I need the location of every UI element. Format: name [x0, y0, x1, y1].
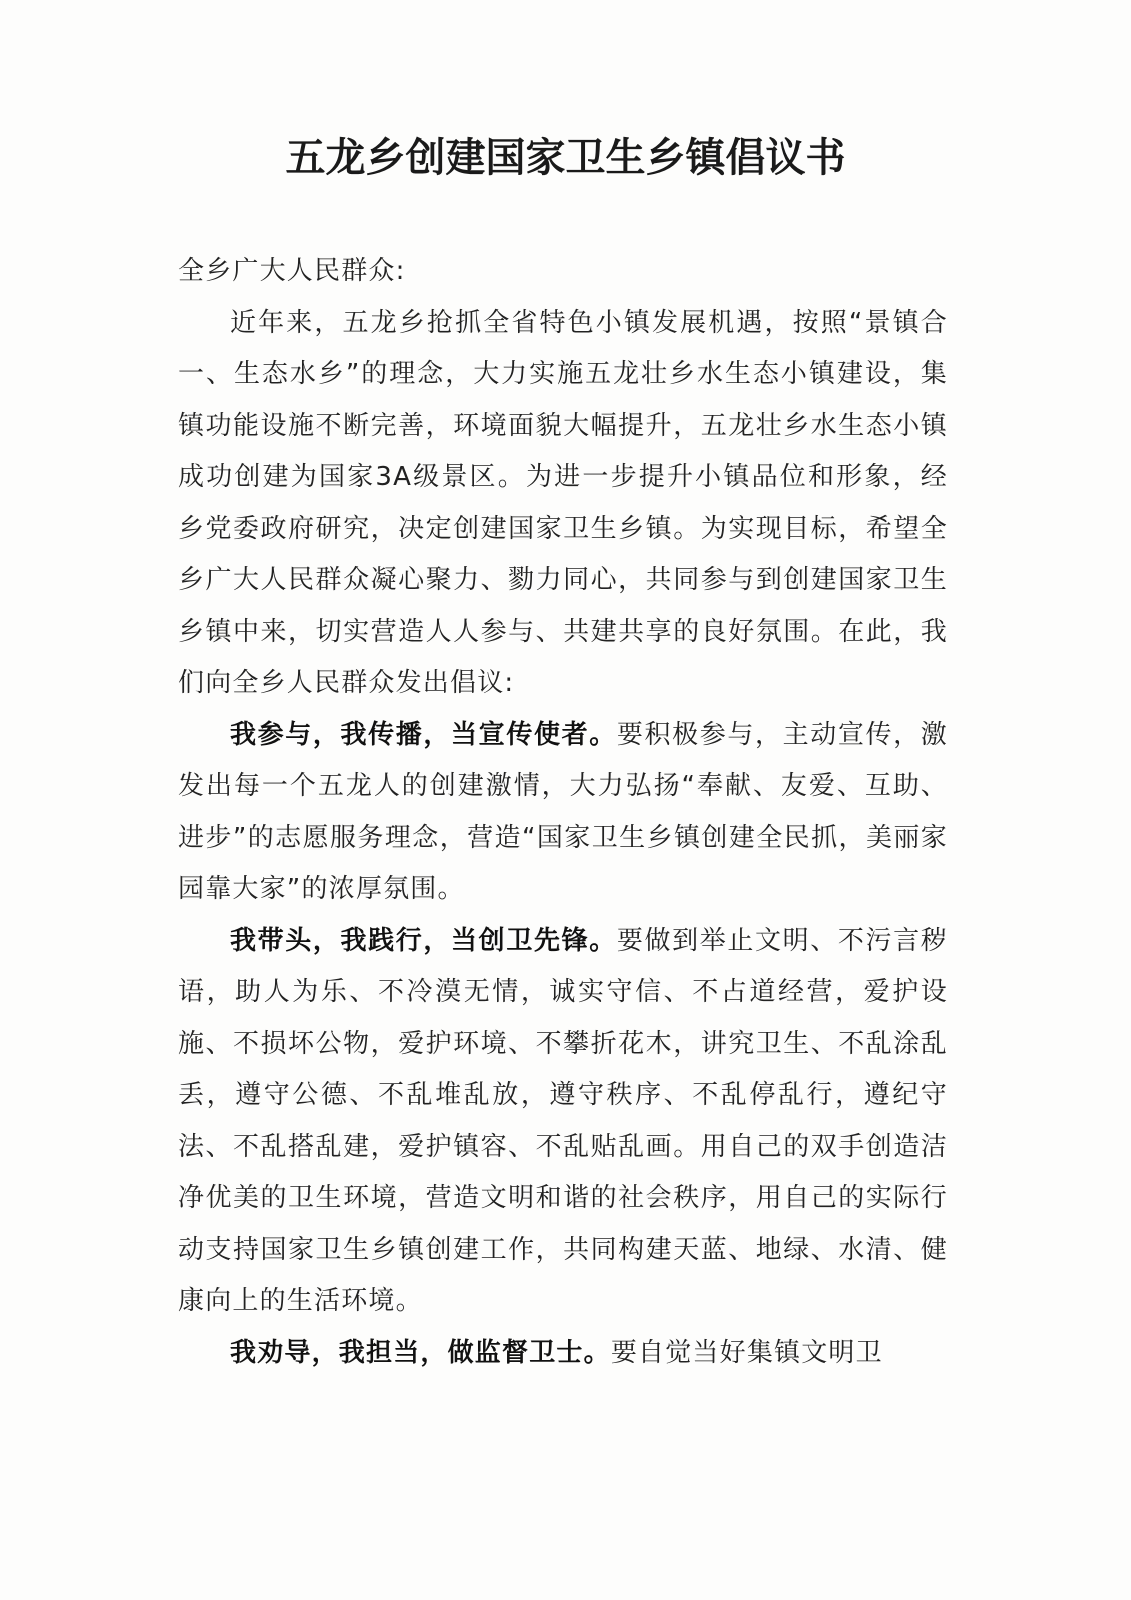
paragraph-supervisor — [178, 1328, 948, 1380]
document-title: 五龙乡创建国家卫生乡镇倡议书 — [285, 134, 846, 181]
paragraph-pioneer-text: 要做到举止文明、不污言秽语，助人为乐、不冷漠无情，诚实守信、不占道经营，爱护设施、不损坏公物，爱护环境、不攀折花木，讲究卫生、不乱涂乱丢，遵守公德、不乱堆乱放，遵守秩序、不乱停乱行，遵纪守法、不乱搭乱建，爱护镇容、不乱贴乱画。用自己的双手创造洁净优美的卫生环境，营造文明和谐的社会秩序，用自己的实际行动支持国家卫生乡镇创建工作，共同构建天蓝、地绿、水清、健康向上的生活环境。 — [178, 925, 948, 1316]
paragraph-supervisor-lead: 我劝导，我担当，做监督卫士。 — [230, 1337, 611, 1368]
document-body — [178, 246, 948, 1379]
paragraph-intro-text: 近年来，五龙乡抢抓全省特色小镇发展机遇，按照“景镇合一、生态水乡”的理念，大力实施五龙壮乡水生态小镇建设，集镇功能设施不断完善，环境面貌大幅提升，五龙壮乡水生态小镇成功创建为国家3A级景区。为进一步提升小镇品位和形象，经乡党委政府研究，决定创建国家卫生乡镇。为实现目标，希望全乡广大人民群众凝心聚力、勠力同心，共同参与到创建国家卫生乡镇中来，切实营造人人参与、共建共享的良好氛围。在此，我们向全乡人民群众发出倡议: — [178, 307, 948, 698]
paragraph-publicity-lead: 我参与，我传播，当宣传使者。 — [230, 719, 617, 750]
paragraph-publicity — [178, 710, 948, 916]
paragraph-supervisor-text: 要自觉当好集镇文明卫 — [610, 1337, 883, 1368]
paragraph-publicity-text: 要积极参与，主动宣传，激发出每一个五龙人的创建激情，大力弘扬“奉献、友爱、互助、进步”的志愿服务理念，营造“国家卫生乡镇创建全民抓，美丽家园靠大家”的浓厚氛围。 — [178, 719, 948, 904]
paragraph-pioneer-lead: 我带头，我践行，当创卫先锋。 — [230, 925, 617, 956]
salutation: 全乡广大人民群众: — [178, 256, 406, 286]
paragraph-pioneer — [178, 916, 948, 1328]
paragraph-intro — [178, 298, 948, 710]
